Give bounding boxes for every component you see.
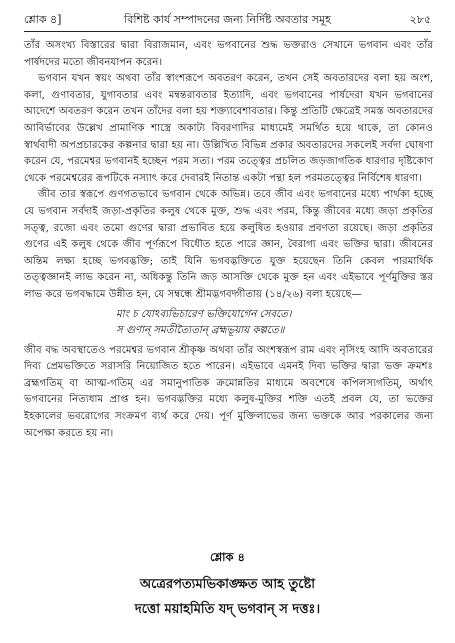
purport-text [24,38,433,442]
sanskrit-line: অত্রেরপত্যমভিকাঙ্ক্ষত আহ তুষ্টো [139,577,316,592]
header-verse-label: শ্লোক ৪] [24,13,62,26]
paragraph: জীব বদ্ধ অবস্থাতেও পরমেশ্বর ভগবান শ্রীকৃষ্ণ অথবা তাঁর অংশস্বরূপ রাম এবং নৃসিংহ আদি অবতারের দিব্য প্রেমভক্তিতে সরাসরি নিয়োজিত হতে পারেন। এইভাবে এমনই দিব্য ভক্তির দ্বারা ভক্ত ক্রমশঃ ব্রহ্মগতিম্ বা আত্ম-গতিম্ এর সমানুপাতিক ক্রমোন্নতির মাধ্যমে অবশেষে কপিলস্যগতিম্, অর্থাৎ ভগবানের নিত্যধাম প্রাপ্ত হন। ভগবদ্ভক্তির মধ্যে কলুষ-মুক্তির শক্তি এতই প্রবল যে, তা ভক্তের ইহকালের ভবরোগের সংক্রমণ ব্যর্থ করে দেয়। পূর্ণ মুক্তিলাভের জন্য ভক্তকে আর পরকালের জন্য অপেক্ষা করতে হয় না। [24,344,433,439]
paragraph: ভগবান যখন স্বয়ং অথবা তাঁর স্বাংশরূপে অবতরণ করেন, তখন সেই অবতারদের বলা হয় অংশ, কলা, গুণাবতার, যুগাবতার এবং মন্বন্তরাবতার ইত্যাদি, এবং ভগবানের পার্ষদেরা যখন ভগবানের আদেশে অবতরণ করেন তখন তাঁদের বলা হয় শক্ত্যাবেশাবতার। কিন্তু প্রতিটি ক্ষেত্রেই সমস্ত অবতারদের আবির্ভাবের উল্লেখ প্রামাণিক শাস্ত্রে অকাট্য বিবরণাদির মাধ্যমেই সমর্থিত হয়ে থাকে, তা কোনও স্বার্থবাদী অপপ্রচারকের কল্পনার দ্বারা হয় না। উল্লিখিত বিভিন্ন প্রকার অবতারদের সকলেই সর্বদা ঘোষণা করেন যে, পরমেশ্বর ভগবানই হচ্ছেন পরম সত্য। পরম তত্ত্বের প্রচলিত জড়জাগতিক ধারণার দৃষ্টিকোণ থেকে পরমেশ্বরের রূপটিকে নস্যাৎ করে দেবারই নিতান্ত একটা পন্থা হল পরমতত্ত্বের নির্বিশেষ ধারণা। [24,73,433,184]
verse-line: স গুণান্ সমতীত্যৈতান্ ব্রহ্মভূয়ায় কল্পতে॥ [116,325,285,337]
paragraph: জীব তার স্বরূপে গুণগতভাবে ভগবান থেকে অভিন্ন। তবে জীব এবং ভগবানের মধ্যে পার্থক্য হচ্ছে যে ভগবান সর্বদাই জড়া-প্রকৃতির কলুষ থেকে মুক্ত, শুদ্ধ এবং পরম, কিন্তু জীবের মধ্যে জড়া প্রকৃতির সত্ত্ব, রজো এবং তমো গুণের দ্বারা প্রভাবিত হয়ে কলুষিত হওয়ার প্রবণতা রয়েছে। জড়া প্রকৃতির গুণের এই কলুষ থেকে জীব পূর্ণরূপে বিধৌত হতে পারে জ্ঞান, বৈরাগ্য এবং ভক্তির দ্বারা। জীবনের অন্তিম লক্ষ্য হচ্ছে ভগবদ্ভক্তি; তাই যিনি ভগবদ্ভক্তিতে যুক্ত হয়েছেন তিনি কেবল পারমার্থিক তত্ত্বজ্ঞানই লাভ করেন না, অধিকন্তু তিনি জড় আসক্তি থেকে মুক্ত হন এবং এইভাবে পূর্ণমুক্তির স্তর লাভ করে ভগবদ্ধামে উন্নীত হন, যে সম্বন্ধে শ্রীমদ্ভগবদ্গীতায় (১৪/২৬) বলা হয়েছে— [24,189,433,300]
sanskrit-line: দত্তো ময়াহমিতি যদ্ ভগবান্ স দত্তঃ। [134,602,321,617]
page-number: ২৮৫ [409,13,431,26]
paragraph: তাঁর অসংখ্য বিস্তারের দ্বারা বিরাজমান, এবং ভগবানের শুদ্ধ ভক্তরাও সেখানে ভগবান এবং তাঁর পার্ষদদের মতো জীবনযাপন করেন। [24,40,433,68]
header-divider [24,31,431,32]
sanskrit-verse [0,572,455,622]
header-chapter-title: বিশিষ্ট কার্য সম্পাদনের জন্য নির্দিষ্ট অবতার সমূহ [124,13,331,26]
running-header [24,12,431,28]
verse-line: মাং চ যোঽব্যভিচারেণ ভক্তিযোগেন সেবতে। [116,308,292,320]
gita-verse-quote [24,307,433,340]
sloka-heading: শ্লোক ৪ [209,550,246,564]
